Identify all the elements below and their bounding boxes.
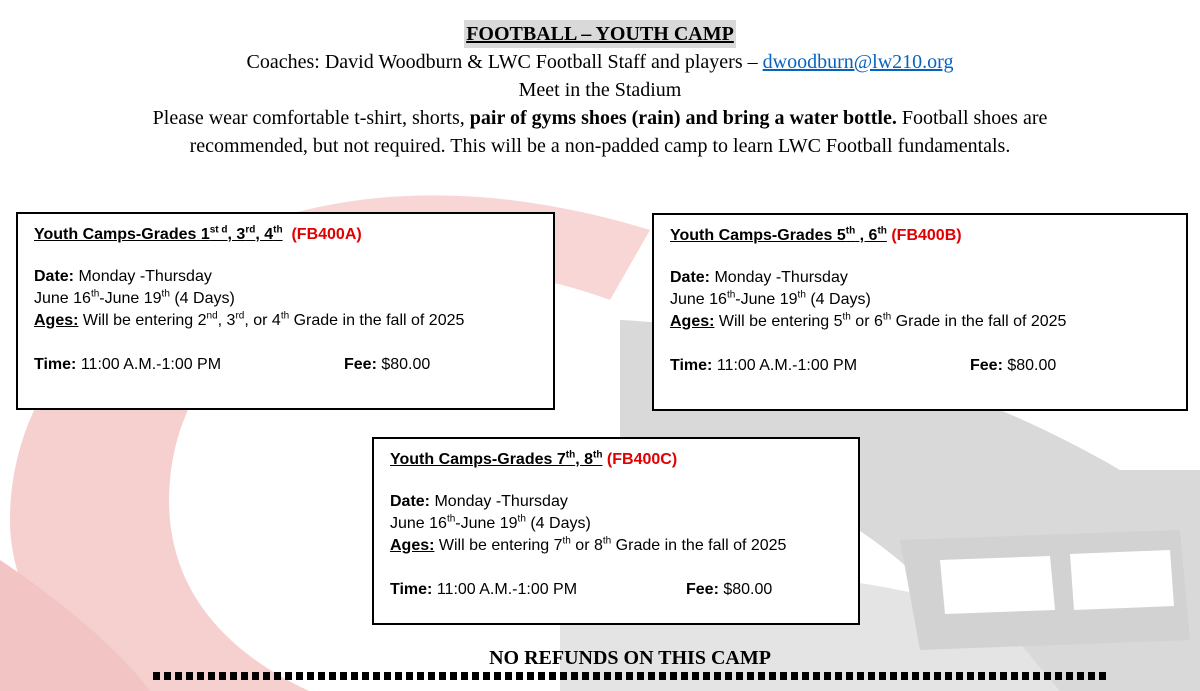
dotted-divider	[153, 672, 1108, 680]
camp-box-grades-7-8	[372, 437, 860, 625]
camp-date-line: Date: Monday -Thursday	[390, 493, 568, 510]
camp-instructions	[140, 104, 1060, 160]
camp-ages-line: Ages: Will be entering 7th or 8th Grade in the fall of 2025	[390, 535, 787, 554]
camp-date-line: Date: Monday -Thursday	[34, 268, 212, 285]
camp-time-line: Time: 11:00 A.M.-1:00 PM Fee: $80.00	[670, 355, 1172, 377]
camp-date-line: Date: Monday -Thursday	[670, 269, 848, 286]
camp-code: (FB400C)	[606, 451, 678, 468]
camp-date-range: June 16th-June 19th (4 Days)	[34, 288, 235, 307]
camp-ages-line: Ages: Will be entering 2nd, 3rd, or 4th Grade in the fall of 2025	[34, 310, 465, 329]
camp-fee: Fee: $80.00	[344, 356, 431, 373]
camp-box-grades-1-4	[16, 212, 555, 410]
no-refunds-notice: NO REFUNDS ON THIS CAMP	[489, 647, 771, 669]
camp-header	[0, 20, 1200, 160]
camp-ages-line: Ages: Will be entering 5th or 6th Grade in the fall of 2025	[670, 311, 1067, 330]
camp-box-grades-5-6	[652, 213, 1188, 411]
camp-box-title: Youth Camps-Grades $1^{st d}$, 3rd, 4th (FB400A)	[34, 224, 362, 243]
camp-time-line: Time: 11:00 A.M.-1:00 PM Fee: $80.00	[34, 354, 539, 376]
camp-time-line: Time: 11:00 A.M.-1:00 PM Fee: $80.00	[390, 579, 844, 601]
instructions-text: Please wear comfortable t-shirt, shorts,	[152, 107, 470, 129]
meet-location: Meet in the Stadium	[518, 79, 682, 101]
camp-fee: Fee: $80.00	[686, 581, 773, 598]
coaches-text: Coaches: David Woodburn & LWC Football Staff and players –	[246, 51, 763, 73]
instructions-bold-text: pair of gyms shoes (rain) and bring a water bottle.	[469, 107, 897, 129]
camp-code: (FB400A)	[291, 226, 362, 243]
camp-fee: Fee: $80.00	[970, 357, 1057, 374]
coaches-line	[0, 48, 1200, 76]
coach-email-link[interactable]: dwoodburn@lw210.org	[762, 51, 954, 73]
instructions-text-2: Football shoes are recommended, but not required. This will be a non-padded camp to learn LWC Football fundamentals.	[189, 107, 1048, 157]
camp-code: (FB400B)	[891, 227, 962, 244]
camp-date-range: June 16th-June 19th (4 Days)	[390, 513, 591, 532]
camp-box-title: Youth Camps-Grades 7th, 8th (FB400C)	[390, 449, 678, 468]
camp-title: FOOTBALL – YOUTH CAMP	[464, 20, 736, 48]
camp-date-range: June 16th-June 19th (4 Days)	[670, 289, 871, 308]
camp-box-title: Youth Camps-Grades 5th , 6th (FB400B)	[670, 225, 962, 244]
